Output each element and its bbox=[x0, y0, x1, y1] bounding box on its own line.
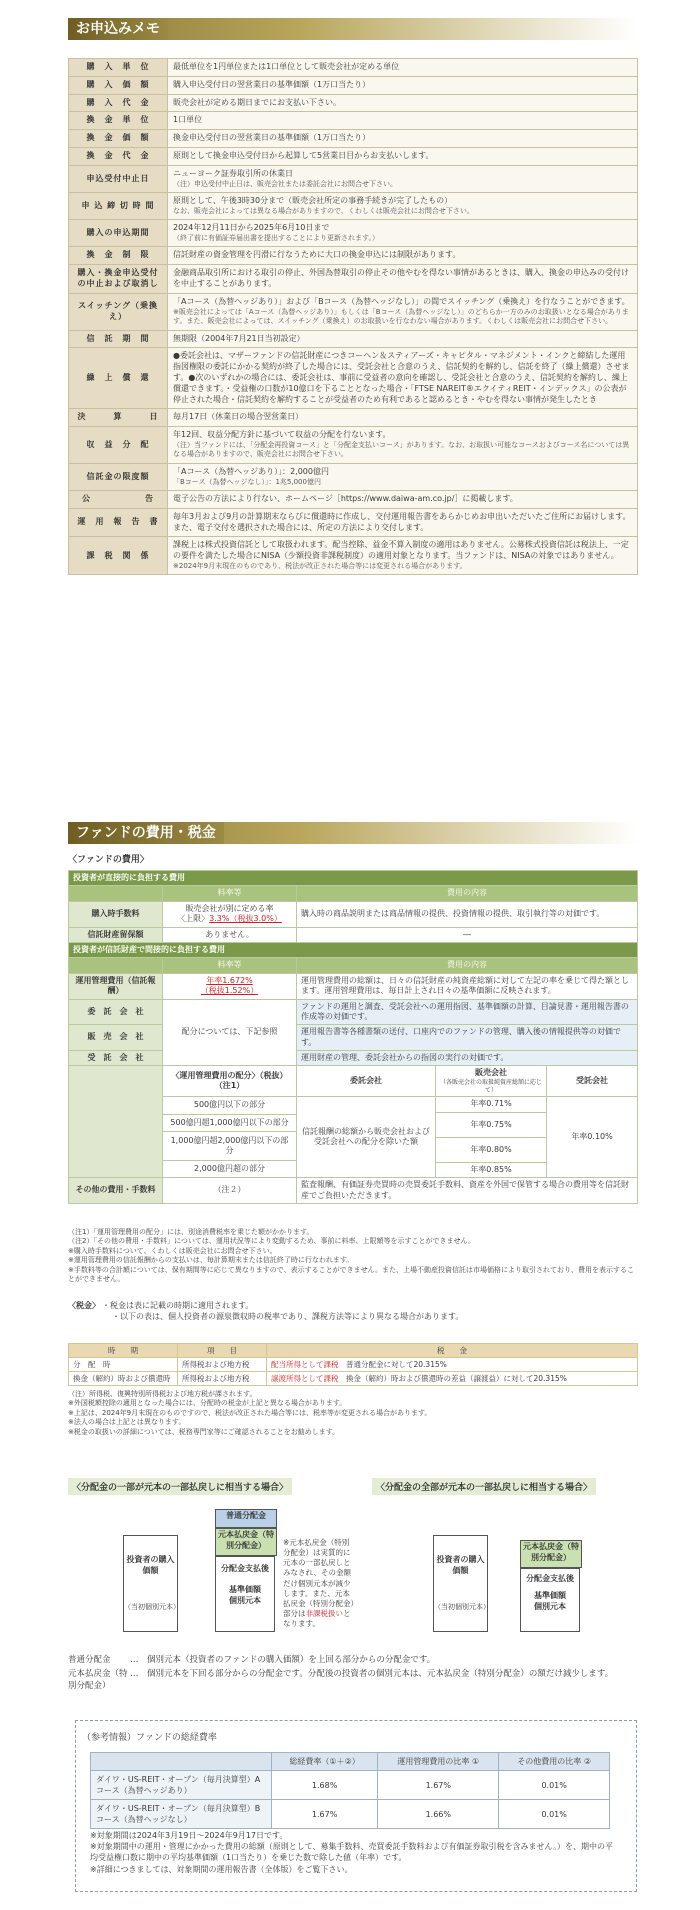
memo-label: 換 金 単 位 bbox=[69, 112, 168, 130]
mgmt-rate: 年率1.672% （税抜1.52%） bbox=[163, 973, 297, 999]
memo-value: 1口単位 bbox=[168, 112, 638, 130]
memo-value: 原則として換金申込受付日から起算して5営業日目からお支払いします。 bbox=[168, 147, 638, 165]
memo-section-header bbox=[68, 18, 638, 40]
fee-subtitle: 〈ファンドの費用〉 bbox=[68, 855, 149, 865]
memo-label: 繰 上 償 還 bbox=[69, 348, 168, 409]
tax-heading: 〈税金〉 bbox=[68, 1301, 96, 1310]
tax-value-0: 配当所得として課税 普通分配金に対して20.315% bbox=[267, 1358, 638, 1372]
tax-block bbox=[68, 1300, 463, 1322]
memo-value: 販売会社が定める期日までにお支払い下さい。 bbox=[168, 94, 638, 112]
other-label: その他の費用・手数料 bbox=[69, 1178, 163, 1204]
memo-label: 公 告 bbox=[69, 491, 168, 509]
memo-value: 2024年12月11日から2025年6月10日まで （終了前に有価証券届出書を提出することにより更新されます。） bbox=[168, 220, 638, 247]
memo-value: 課税上は株式投資信託として取扱われます。配当控除、益金不算入制度の適用はありません。公募株式投資信託は税法上、一定の要件を満たした場合にNISA（少額投資非課税制度）の適用対象となります。当ファンドは、NISAの対象ではありません。 ※2024年9月末現在のものであり、税法が改正された場合等には変更される場合があります。 bbox=[168, 537, 638, 575]
note-line: ※運用管理費用の信託報酬からの支払いは、毎計算期末または信託終了時に行なわれます。 bbox=[68, 1256, 354, 1265]
ratio-mgmt-0: 1.67% bbox=[378, 1771, 499, 1800]
left-return-dist: 元本払戻金（特別分配金） bbox=[215, 1528, 277, 1556]
memo-row bbox=[69, 247, 638, 265]
memo-row bbox=[69, 130, 638, 148]
alloc-range-1: 500億円超1,000億円以下の部分 bbox=[163, 1114, 297, 1131]
right-return-dist: 元本払戻金（特別分配金） bbox=[520, 1540, 582, 1568]
memo-row bbox=[69, 193, 638, 220]
memo-value: 無期限（2004年7月21日当初設定） bbox=[168, 330, 638, 348]
memo-value: 信託財産の資金管理を円滑に行なうために大口の換金申込には制限があります。 bbox=[168, 247, 638, 265]
memo-row bbox=[69, 491, 638, 509]
tax-col-item: 項 目 bbox=[178, 1344, 267, 1358]
tax-line-2: ・以下の表は、個人投資者の源泉徴収時の税率であり、課税方法等により異なる場合があります。 bbox=[112, 1312, 464, 1321]
memo-label: 申込受付中止日 bbox=[69, 165, 168, 192]
alloc-col-trustee: 受託会社 bbox=[576, 1076, 609, 1086]
memo-label: 信 託 期 間 bbox=[69, 330, 168, 348]
memo-label: 購 入 価 額 bbox=[69, 76, 168, 94]
memo-label: 換 金 価 額 bbox=[69, 130, 168, 148]
ratio-title: （参考情報）ファンドの総経費率 bbox=[82, 1733, 217, 1743]
col-content: 費用の内容 bbox=[297, 886, 638, 901]
def2-text: … 個別元本を下回る部分からの分配金です。分配後の投資者の個別元本は、元本払戻金（特別分配金）の額だけ減少します。 bbox=[130, 1668, 614, 1679]
def1-text: … 個別元本（投資者のファンドの購入価額）を上回る部分からの分配金です。 bbox=[130, 1655, 436, 1665]
memo-label: 購入・換金申込受付の中止および取消し bbox=[69, 265, 168, 294]
right-investor-box: 投資者の購入価額 （当初個別元本） bbox=[433, 1535, 488, 1632]
trustor-content: ファンドの運用と調査、受託会社への運用指図、基準価額の計算、目論見書・運用報告書の作成等の対価です。 bbox=[297, 999, 638, 1025]
alloc-range-3: 2,000億円超の部分 bbox=[163, 1160, 297, 1177]
trustor-label: 委 託 会 社 bbox=[69, 999, 163, 1025]
memo-label: 換 金 制 限 bbox=[69, 247, 168, 265]
note-line: ※上記は、2024年9月末現在のものですので、税法が改正された場合等には、税率等が変更される場合があります。 bbox=[68, 1408, 432, 1417]
col-rate-2: 料率等 bbox=[163, 958, 297, 973]
trustee-label: 受 託 会 社 bbox=[69, 1051, 163, 1066]
alloc-seller-2: 年率0.80% bbox=[436, 1137, 547, 1162]
memo-value: 原則として、午後3時30分まで（販売会社所定の事務手続きが完了したもの） なお、販売会社によっては異なる場合がありますので、くわしくは販売会社にお問合せ下さい。 bbox=[168, 193, 638, 220]
left-investor-box: 投資者の購入価額 （当初個別元本） bbox=[123, 1535, 178, 1632]
def1-term: 普通分配金 bbox=[68, 1655, 111, 1665]
purchase-label: 購入時手数料 bbox=[69, 901, 163, 927]
memo-label: 換 金 代 金 bbox=[69, 147, 168, 165]
note-line: ※対象期間は2024年3月19日～2024年9月17日です。 bbox=[90, 1831, 288, 1840]
memo-row bbox=[69, 147, 638, 165]
note-line: ※法人の場合は上記とは異なります。 bbox=[68, 1418, 186, 1427]
ratio-total-0: 1.68% bbox=[272, 1771, 378, 1800]
ratio-col-other: その他費用の比率 ② bbox=[499, 1753, 610, 1771]
memo-value: ニューヨーク証券取引所の休業日 （注）申込受付中止日は、販売会社または委託会社にお問合せ下さい。 bbox=[168, 165, 638, 192]
note-line: （注1）「運用管理費用の配分」には、別途消費税率を乗じた額がかかります。 bbox=[68, 1228, 314, 1236]
reserve-rate: ありません。 bbox=[163, 927, 297, 942]
fee-title: ファンドの費用・税金 bbox=[68, 822, 224, 844]
other-content: 監査報酬、有価証券売買時の売買委託手数料、資産を外国で保管する場合の費用等を信託財産でご負担いただきます。 bbox=[297, 1178, 638, 1204]
memo-value: 最低単位を1円単位または1口単位として販売会社が定める単位 bbox=[168, 59, 638, 77]
memo-row bbox=[69, 94, 638, 112]
def2-term: 元本払戻金（特別分配金） bbox=[68, 1668, 128, 1691]
note-line: ※外国税額控除の適用となった場合には、分配時の税金が上記と異なる場合があります。 bbox=[68, 1399, 347, 1408]
memo-label: 申 込 締 切 時 間 bbox=[69, 193, 168, 220]
memo-row bbox=[69, 537, 638, 575]
tax-col-time: 時 期 bbox=[69, 1344, 178, 1358]
alloc-col-seller: 販売会社 （各販売会社の取扱純資産総額に応じて） bbox=[436, 1066, 547, 1096]
seller-label: 販 売 会 社 bbox=[69, 1025, 163, 1051]
note-line: ※税金の取扱いの詳細については、税務専門家等にご確認されることをお勧めします。 bbox=[68, 1427, 340, 1436]
memo-value: 換金申込受付日の翌営業日の基準価額（1万口当たり） bbox=[168, 130, 638, 148]
left-diagram-title: 〈分配金の一部が元本の一部払戻しに相当する場合〉 bbox=[68, 1478, 292, 1495]
alloc-seller-0: 年率0.71% bbox=[436, 1097, 547, 1112]
memo-row bbox=[69, 165, 638, 192]
memo-row bbox=[69, 330, 638, 348]
tax-item-0: 所得税および地方税 bbox=[178, 1358, 267, 1372]
memo-row bbox=[69, 348, 638, 409]
note-line: （注2）「その他の費用・手数料」については、運用状況等により変動するため、事前に料率、上限額等を示すことができません。 bbox=[68, 1237, 475, 1246]
right-diagram-title: 〈分配金の全部が元本の一部払戻しに相当する場合〉 bbox=[372, 1478, 596, 1495]
memo-row bbox=[69, 59, 638, 77]
col-content-2: 費用の内容 bbox=[297, 958, 638, 973]
tax-value-1: 譲渡所得として課税 換金（解約）時および償還時の差益（譲渡益）に対して20.315% bbox=[267, 1372, 638, 1386]
purchase-rate: 販売会社が別に定める率 〈上限〉3.3%（税抜3.0%） bbox=[163, 901, 297, 927]
memo-row bbox=[69, 409, 638, 427]
memo-label: スイッチング（乗換え） bbox=[69, 293, 168, 330]
tax-item-1: 所得税および地方税 bbox=[178, 1372, 267, 1386]
memo-row bbox=[69, 220, 638, 247]
memo-label: 運 用 報 告 書 bbox=[69, 508, 168, 537]
memo-row bbox=[69, 463, 638, 490]
alloc-seller-3: 年率0.85% bbox=[436, 1162, 547, 1177]
ratio-mgmt-1: 1.66% bbox=[378, 1800, 499, 1829]
alloc-trustor: 信託報酬の総額から販売会社および受託会社への配分を除いた額 bbox=[297, 1097, 436, 1178]
split-note: 配分については、下記参照 bbox=[163, 999, 297, 1066]
left-normal-dist: 普通分配金 bbox=[215, 1509, 277, 1528]
ratio-table bbox=[90, 1752, 610, 1829]
definitions bbox=[68, 1655, 638, 1693]
ratio-col-mgmt: 運用管理費用の比率 ① bbox=[378, 1753, 499, 1771]
memo-value: 電子公告の方法により行ない、ホームページ［https://www.daiwa-am.co.jp/］に掲載します。 bbox=[168, 491, 638, 509]
reserve-content: ― bbox=[297, 927, 638, 942]
tax-line-1: ・税金は表に記載の時期に適用されます。 bbox=[102, 1301, 254, 1310]
memo-value: 毎年3月および9月の計算期末ならびに償還時に作成し、交付運用報告書をあらかじめお申出いただいたご住所にお届けします。また、電子交付を選択された場合には、所定の方法により交付します。 bbox=[168, 508, 638, 537]
tax-col-tax: 税 金 bbox=[267, 1344, 638, 1358]
ratio-other-1: 0.01% bbox=[499, 1800, 610, 1829]
alloc-range-2: 1,000億円超2,000億円以下の部分 bbox=[163, 1131, 297, 1160]
memo-value: 年12回、収益分配方針に基づいて収益の分配を行ないます。 （注）当ファンドには、「分配金再投資コース」と「分配金支払いコース」があります。なお、お取扱い可能なコースおよびコース名については異なる場合がありますので、販売会社にお問合せ下さい。 bbox=[168, 427, 638, 464]
memo-value: 毎月17日（休業日の場合翌営業日） bbox=[168, 409, 638, 427]
tax-time-0: 分 配 時 bbox=[69, 1358, 178, 1372]
memo-label: 収 益 分 配 bbox=[69, 427, 168, 464]
indirect-band: 投資者が信託財産で間接的に負担する費用 bbox=[69, 942, 638, 957]
memo-label: 購入の申込期間 bbox=[69, 220, 168, 247]
memo-title: お申込みメモ bbox=[68, 18, 168, 40]
right-after-box: 分配金支払後 基準価額 個別元本 bbox=[520, 1568, 580, 1632]
memo-value: 金融商品取引所における取引の停止、外国為替取引の停止その他やむを得ない事情があるときは、購入、換金の申込みの受付けを中止することがあります。 bbox=[168, 265, 638, 294]
left-note: ※元本払戻金（特別分配金）は実質的に元本の一部払戻しとみなされ、その金額だけ個別元本が減少します。また、元本払戻金（特別分配金）部分は非課税扱いとなります。 bbox=[283, 1538, 355, 1628]
left-after-box: 分配金支払後 基準価額 個別元本 bbox=[215, 1556, 275, 1632]
trustee-content: 運用財産の管理、委託会社からの指図の実行の対価です。 bbox=[297, 1051, 638, 1066]
ratio-other-0: 0.01% bbox=[499, 1771, 610, 1800]
ratio-notes bbox=[90, 1830, 620, 1875]
fee-notes bbox=[68, 1228, 638, 1285]
alloc-seller-1: 年率0.75% bbox=[436, 1112, 547, 1137]
alloc-col-trustor: 委託会社 bbox=[297, 1066, 436, 1097]
mgmt-content: 運用管理費用の総額は、日々の信託財産の純資産総額に対して左記の率を乗じて得た額とします。運用管理費用は、毎日計上され日々の基準価額に反映されます。 bbox=[297, 973, 638, 999]
alloc-trustee: 年率0.10% bbox=[571, 1132, 613, 1142]
memo-label: 課 税 関 係 bbox=[69, 537, 168, 575]
memo-label: 信託金の限度額 bbox=[69, 463, 168, 490]
note-line: ※詳細につきましては、対象期間の運用報告書（全体版）をご覧下さい。 bbox=[90, 1864, 353, 1874]
col-rate: 料率等 bbox=[163, 886, 297, 901]
alloc-range-0: 500億円以下の部分 bbox=[163, 1097, 297, 1114]
note-line: ※対象期間中の運用・管理にかかった費用の総額（原則として、募集手数料、売買委託手数料および有価証券取引税を含みません。）を、期中の平均受益権口数に期中の平均基準価額（1口当たり）を乗じた数で除した値（年率）です。 bbox=[90, 1842, 614, 1863]
memo-label: 決 算 日 bbox=[69, 409, 168, 427]
direct-band: 投資者が直接的に負担する費用 bbox=[69, 871, 638, 886]
seller-content: 運用報告書等各種書類の送付、口座内でのファンドの管理、購入後の情報提供等の対価です。 bbox=[297, 1025, 638, 1051]
fee-section-header bbox=[68, 822, 638, 844]
tax-time-1: 換金（解約）時および償還時 bbox=[69, 1372, 178, 1386]
memo-value: 「Aコース（為替ヘッジあり）」：2,000億円 「Bコース（為替ヘッジなし）」：1兆5,000億円 bbox=[168, 463, 638, 490]
reserve-label: 信託財産留保額 bbox=[69, 927, 163, 942]
memo-row bbox=[69, 508, 638, 537]
memo-value: ●委託会社は、マザーファンドの信託財産につきコーヘン＆スティアーズ・キャピタル・マネジメント・インクと締結した運用指図権限の委託にかかる契約が終了した場合には、受託会社と合意のうえ、信託契約を解約し、信託を終了（繰上償還）させます。●次のいずれかの場合には、委託会社は、事前に受益者の意向を確認し、受託会社と合意のうえ、信託契約を解約し、繰上償還できます。・受益権の口数が10億口を下ることとなった場合・「FTSE NAREIT®エクイティREIT・インデックス」の公表が停止された場合・信託契約を解約することが受益者のため有利であると認めるとき・やむを得ない事情が発生したとき bbox=[168, 348, 638, 409]
memo-row bbox=[69, 293, 638, 330]
mgmt-label: 運用管理費用（信託報酬） bbox=[69, 973, 163, 999]
memo-label: 購 入 代 金 bbox=[69, 94, 168, 112]
memo-row bbox=[69, 427, 638, 464]
note-line: ※手数料等の合計額については、保有期間等に応じて異なりますので、表示することができません。また、上場不動産投資信託は市場価格により取引されており、費用を表示することができません。 bbox=[68, 1265, 635, 1284]
memo-row bbox=[69, 76, 638, 94]
fee-table bbox=[68, 870, 638, 1204]
memo-value: 「Aコース（為替ヘッジあり）」および「Bコース（為替ヘッジなし）」の間でスイッチング（乗換え）を行なうことができます。 ※販売会社によっては「Aコース（為替ヘッジあり）」もしくは「Bコース（為替ヘッジなし）」のどちらか一方のみのお取扱いとなる場合があります。また、販売会社によっては、スイッチング（乗換え）のお取扱いを行なわない場合があります。くわしくは販売会社にお問合せ下さい。 bbox=[168, 293, 638, 330]
tax-table bbox=[68, 1343, 638, 1386]
memo-row bbox=[69, 265, 638, 294]
memo-value: 購入申込受付日の翌営業日の基準価額（1万口当たり） bbox=[168, 76, 638, 94]
purchase-content: 購入時の商品説明または商品情報の提供、投資情報の提供、取引執行等の対価です。 bbox=[297, 901, 638, 927]
ratio-col-total: 総経費率（①＋②） bbox=[272, 1753, 378, 1771]
memo-row bbox=[69, 112, 638, 130]
memo-label: 購 入 単 位 bbox=[69, 59, 168, 77]
ratio-total-1: 1.67% bbox=[272, 1800, 378, 1829]
note-line: （注）所得税、復興特別所得税および地方税が課されます。 bbox=[68, 1390, 257, 1398]
memo-table bbox=[68, 58, 638, 575]
other-rate: （注２） bbox=[163, 1178, 297, 1204]
alloc-head: 〈運用管理費用の配分〉（税抜）（注1） bbox=[163, 1066, 297, 1097]
ratio-fund-0: ダイワ・US-REIT・オープン（毎月決算型）Aコース（為替ヘッジあり） bbox=[91, 1771, 272, 1800]
note-line: ※購入時手数料について、くわしくは販売会社にお問合せ下さい。 bbox=[68, 1246, 277, 1255]
ratio-fund-1: ダイワ・US-REIT・オープン（毎月決算型）Bコース（為替ヘッジなし） bbox=[91, 1800, 272, 1829]
tax-notes bbox=[68, 1390, 638, 1437]
